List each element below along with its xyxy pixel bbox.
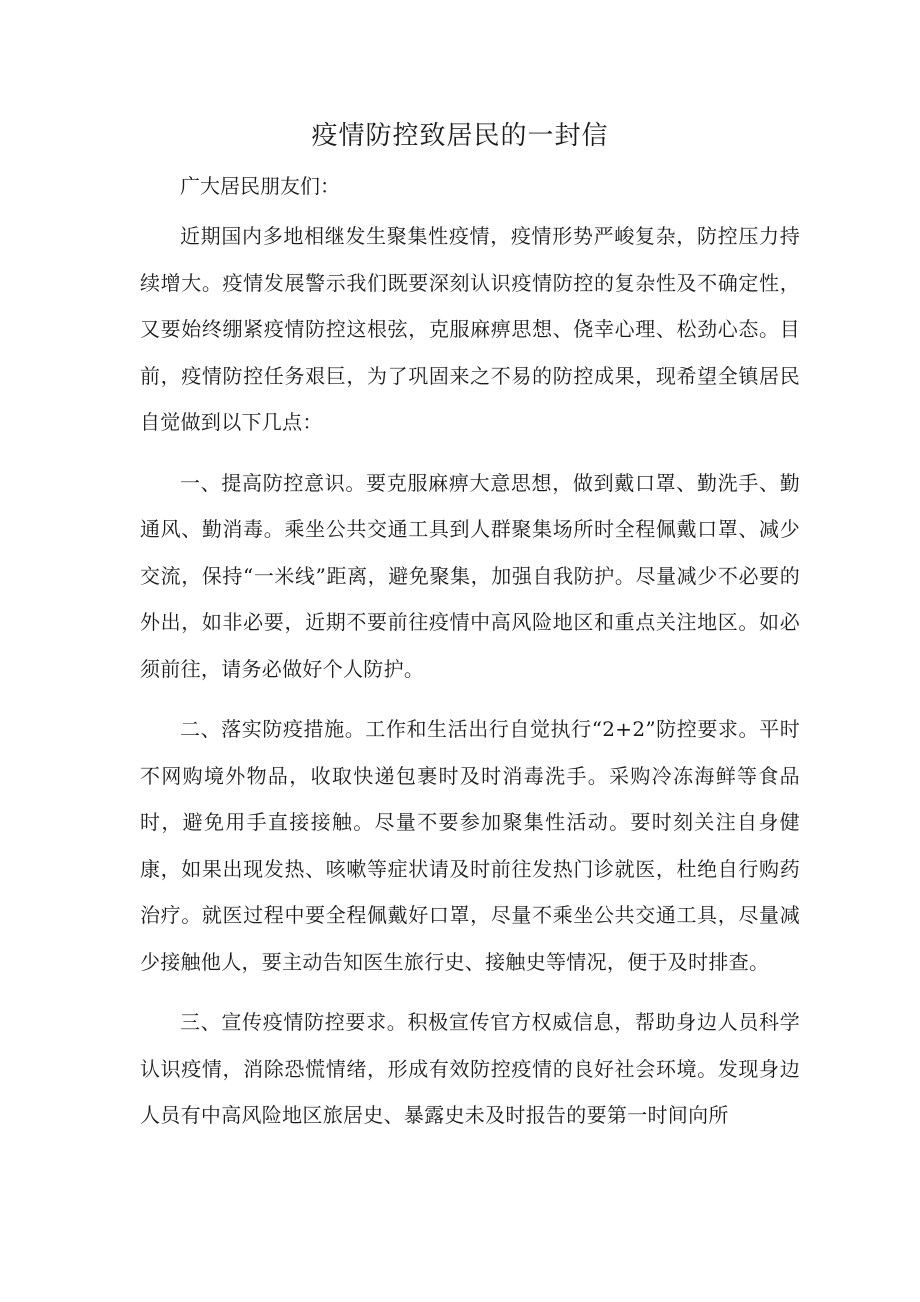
document-body bbox=[140, 163, 800, 1153]
paragraph-point-3: 三、宣传疫情防控要求。积极宣传官方权威信息，帮助身边人员科学认识疫情，消除恐慌情绪，形成有效防控疫情的良好社会环境。发现身边人员有中高风险地区旅居史、暴露史未及时报告的要第一时间向所 bbox=[140, 1010, 800, 1127]
paragraph-point-1: 一、提高防控意识。要克服麻痹大意思想，做到戴口罩、勤洗手、勤通风、勤消毒。乘坐公共交通工具到人群聚集场所时全程佩戴口罩、减少交流，保持“一米线”距离，避免聚集，加强自我防护。尽量减少不必要的外出，如非必要，近期不要前往疫情中高风险地区和重点关注地区。如必须前往，请务必做好个人防护。 bbox=[140, 470, 800, 681]
salutation: 广大居民朋友们： bbox=[180, 174, 340, 198]
document-title: 疫情防控致居民的一封信 bbox=[311, 121, 609, 151]
paragraph-point-2: 二、落实防疫措施。工作和生活出行自觉执行“2+2”防控要求。平时不网购境外物品，收取快递包裹时及时消毒洗手。采购冷冻海鲜等食品时，避免用手直接接触。尽量不要参加聚集性活动。要时刻关注自身健康，如果出现发热、咳嗽等症状请及时前往发热门诊就医，杜绝自行购药治疗。就医过程中要全程佩戴好口罩，尽量不乘坐公共交通工具，尽量减少接触他人，要主动告知医生旅行史、接触史等情况，便于及时排查。 bbox=[140, 717, 800, 974]
paragraph-intro: 近期国内多地相继发生聚集性疫情，疫情形势严峻复杂，防控压力持续增大。疫情发展警示我们既要深刻认识疫情防控的复杂性及不确定性，又要始终绷紧疫情防控这根弦，克服麻痹思想、侥幸心理、松劲心态。目前，疫情防控任务艰巨，为了巩固来之不易的防控成果，现希望全镇居民自觉做到以下几点： bbox=[140, 224, 800, 434]
